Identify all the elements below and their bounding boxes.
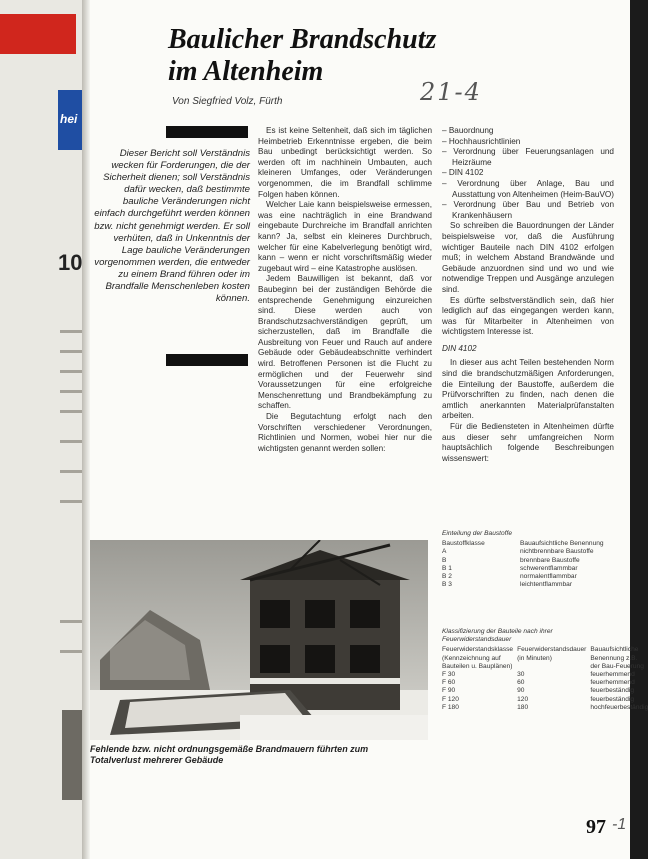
- spine-text-line: [60, 410, 82, 413]
- list-item: – Hochhausrichtlinien: [442, 136, 521, 146]
- list-item: – Verordnung über Anlage, Bau und Ausstattung von Altenheimen (Heim-BauVO): [442, 178, 615, 199]
- spine-text-line: [60, 350, 82, 353]
- spine-text-line: [60, 650, 82, 653]
- magazine-spine-number: 10: [58, 250, 83, 275]
- article-title: [168, 24, 436, 88]
- paragraph: Es dürfte selbstverständlich sein, daß hier lediglich auf das eingegangen werden kann, was für Mitarbeiter in Altenheimen von wichtigstem Interesse ist.: [442, 295, 614, 337]
- fire-damage-photo: [90, 540, 428, 740]
- table-feuerwiderstand: [442, 626, 648, 712]
- spine-text-line: [60, 330, 82, 333]
- spine-text-line: [60, 370, 82, 373]
- baustoffe-table: [442, 540, 608, 589]
- spine-text-line: [60, 390, 82, 393]
- list-item: – Verordnung über Feuerungsanlagen und Heizräume: [442, 147, 614, 167]
- spine-text-line: [60, 440, 82, 443]
- paragraph: Es ist keine Seltenheit, daß sich im täglichen Heimbetrieb Erkenntnisse ergeben, die beim Bau unbedingt berücksichtigt werden. So werden oft im nachhinein Umbauten, auch kleineren Umfanges, oder Veränderungen vorgenommen, die im Brandfall schlimme Folgen haben können.: [258, 126, 432, 199]
- table-row: F 90 90 feuerbeständig: [442, 687, 635, 695]
- table-heading: Klassifizierung der Bauteile nach ihrer Feuerwiderstandsdauer: [442, 628, 553, 644]
- spine-text-line: [60, 470, 82, 473]
- table-row: A nichtbrennbare Baustoffe: [442, 548, 594, 556]
- paragraph: Jedem Bauwilligen ist bekannt, daß vor Baubeginn bei der zuständigen Behörde die entsprechende Genehmigung einzureichen sind. Diese werden auch von Brandschutzsachverständigen geprüft, um sicherzustellen, daß im Brandfalle die Ausbreitung von Feuer und Rauch auf andere Gebäude oder Gebäudeabschnitte verhindert wird. Betroffenen Personen ist die Flucht zu ermöglichen und der Feuerwehr sind Voraussetzungen für eine erfolgreiche Menschenrettung und Brandbekämpfung zu schaffen.: [258, 274, 432, 411]
- table-row: B 1 schwerentflammbar: [442, 564, 578, 572]
- table-row: B brennbare Baustoffe: [442, 556, 580, 564]
- paragraph: Welcher Laie kann beispielsweise ermessen, was eine nachträglich in eine Brandwand eingebaute Durchreiche im Brandfall anrichten kann? Ja, selbst ein kleineres Durchbruch, welcher für eine Kabelverlegung benötigt wird, kann – wenn er nicht vorschriftsmäßig wieder zugebaut wird – eine Katastrophe auslösen.: [258, 200, 432, 273]
- spine-text-line: [60, 620, 82, 623]
- article-author: Von Siegfried Volz, Fürth: [172, 96, 283, 107]
- list-item: – Verordnung über Bau und Betrieb von Krankenhäusern: [442, 200, 614, 220]
- paragraph: Die Begutachtung erfolgt nach den Vorschriften verschiedener Verordnungen, Richtlinien und Normen, wobei hier nur die wichtigsten genannt werden sollen:: [258, 412, 432, 453]
- table-header-row: Feuerwiderstandsklasse (Kennzeichnung auf Bauteilen u. Bauplänen) Feuerwiderstandsdauer (in Minuten) Bauaufsichtliche Benennung z.B. der Bau-Feuerung: [442, 646, 644, 670]
- binding-strip: [0, 0, 88, 859]
- handwritten-note: 21-4: [420, 78, 482, 106]
- title-line-2: im Altenheim: [168, 56, 324, 87]
- handwritten-page-suffix: -1: [612, 816, 627, 833]
- paragraph: In dieser aus acht Teilen bestehenden Norm sind die brandschutzmäßigen Anforderungen, die Einteilung der Baustoffe, außerdem die Prüfvorschriften zu finden, nach denen die amtlich anerkannten Materialprüfanstalten arbeiten.: [442, 358, 614, 421]
- burned-building-illustration: [90, 540, 428, 740]
- spine-dark-block: [62, 710, 82, 800]
- table-row: B 2 normalentflammbar: [442, 573, 577, 581]
- regulation-list: [442, 126, 614, 221]
- feuerwiderstand-table: [442, 646, 648, 712]
- table-header-row: Baustoffklasse Bauaufsichtliche Benennung: [442, 540, 604, 548]
- intro-bottom-bar: [166, 354, 248, 366]
- list-item: – Bauordnung: [442, 126, 494, 135]
- photo-caption: Fehlende bzw. nicht ordnungsgemäße Brandmauern führten zum Totalverlust mehrerer Gebäude: [90, 744, 369, 765]
- table-row: F 60 60 feuerhemmend: [442, 679, 635, 687]
- table-heading: Einteilung der Baustoffe: [442, 530, 513, 537]
- column-middle: [258, 126, 432, 454]
- page-number: 97: [586, 816, 606, 838]
- list-item: – DIN 4102: [442, 168, 484, 178]
- table-row: F 120 120 feuerbeständig: [442, 695, 635, 703]
- scan-edge-right: [630, 0, 648, 859]
- paragraph: Für die Bediensteten in Altenheimen dürfte aus dieser sehr umfangreichen Norm hauptsächlich folgende Beschreibungen wissenswert:: [442, 422, 614, 463]
- page-fold-shadow: [82, 0, 90, 859]
- title-line-1: Baulicher Brandschutz: [168, 24, 437, 55]
- magazine-blue-tab: hei: [58, 90, 82, 150]
- din-subheading: DIN 4102: [442, 343, 477, 353]
- article-intro: Dieser Bericht soll Verständnis wecken für Forderungen, die der Sicherheit dienen; soll Verständnis dafür wecken, daß bestimmte bauliche Veränderungen nicht einfach durchgeführt werden können bzw. nicht genehmigt werden. Er soll verhüten, daß in Unkenntnis der Lage bauliche Veränderungen vorgenommen werden, die entweder zu einem Brand führen oder im Brandfalle Menschenleben kosten können.: [94, 148, 250, 305]
- table-row: B 3 leichtentflammbar: [442, 581, 573, 589]
- table-row: F 30 30 feuerhemmend: [442, 671, 635, 679]
- intro-top-bar: [166, 126, 248, 138]
- column-right: [442, 126, 614, 464]
- table-row: F 180 180 hochfeuerbeständig: [442, 703, 648, 711]
- paragraph: So schreiben die Bauordnungen der Länder beispielsweise vor, daß die Ausführung wichtiger Bauteile nach DIN 4102 erfolgen muß; in welchem Abstand Brandwände und Gebäude anzuordnen sind und wo und wie notwendige Treppen und Ausgänge anzulegen sind.: [442, 221, 614, 294]
- magazine-red-tab: [0, 14, 76, 54]
- spine-text-line: [60, 500, 82, 503]
- table-baustoffe: [442, 528, 618, 589]
